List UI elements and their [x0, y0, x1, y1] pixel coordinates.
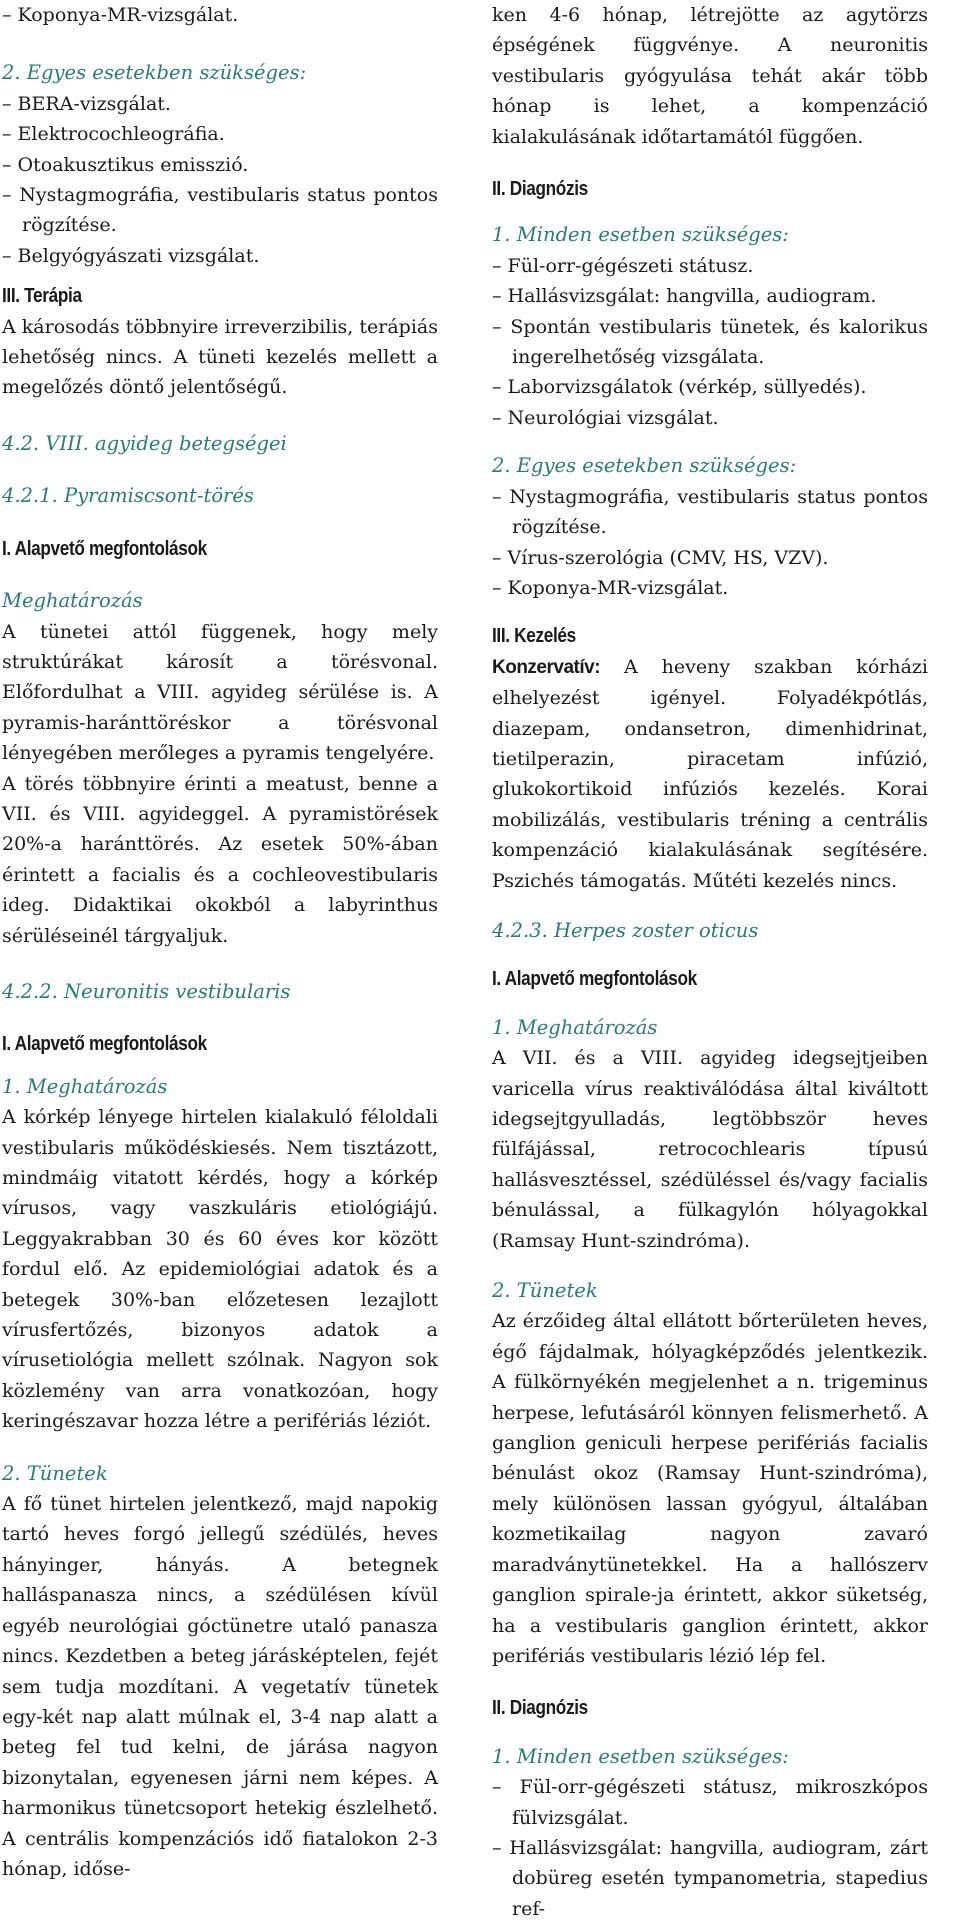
subheading-tunetek-1: 2. Tünetek	[2, 1461, 108, 1485]
list-item: – Fül-orr-gégészeti státusz, mikroszkópos fülvizsgálat.	[492, 1776, 928, 1829]
list-item: – Koponya-MR-vizsgálat.	[492, 576, 729, 599]
section-heading-diagnozis-2: II. Diagnózis	[492, 1697, 588, 1720]
list-item: – Hallásvizsgálat: hangvilla, audiogram.	[492, 285, 877, 308]
kezeles-label: Konzervatív:	[492, 656, 601, 678]
chapter-heading-4-2-3: 4.2.3. Herpes zoster oticus	[492, 918, 759, 942]
list-item: – Elektrocochleográfia.	[2, 123, 225, 146]
chapter-heading-4-2-1: 4.2.1. Pyramiscsont-törés	[2, 484, 254, 508]
section-heading-kezeles: III. Kezelés	[492, 625, 576, 648]
list-item: – Neurológiai vizsgálat.	[492, 406, 719, 429]
list-item: – Nystagmográfia, vestibularis status pontos rögzítése.	[2, 184, 438, 237]
list-item: – Nystagmográfia, vestibularis status pontos rögzítése.	[492, 485, 928, 539]
subheading-tunetek-2: 2. Tünetek	[492, 1279, 598, 1303]
kezeles-text: A heveny szakban kórházi elhelyezést igényel. Folyadékpótlás, diazepam, ondansetron, dimenhidrinat, tietilperazin, piracetam infúzió, glukokortikoid infúziós kezelés. Korai mobilizálás, vestibularis tréning a centrális kompenzáció kialakulásának segítésére. Pszichés támogatás. Műtéti kezelés nincs.	[492, 655, 928, 892]
subheading-minden-esetben-1: 1. Minden esetben szükséges:	[492, 223, 789, 247]
left-column	[2, 0, 438, 1884]
section-heading-alapveto-2: I. Alapvető megfontolások	[2, 1033, 207, 1056]
section-heading-terapia: III. Terápia	[2, 285, 82, 308]
list-item: – Spontán vestibularis tünetek, és kalorikus ingerelhetőség vizsgálata.	[492, 315, 928, 369]
paragraph-kezeles	[492, 652, 928, 896]
paragraph-meghatarozas-3: A VII. és a VIII. agyideg idegsejtjeiben varicella vírus reaktiválódása által kiváltott idegsejtgyulladás, legtöbbször heves fülfájással, retrocochlearis típusú hallásvesztéssel, szédüléssel és/vagy facialis bénulással, a fülkagylón hólyagokkal (Ramsay Hunt-szindróma).	[492, 1047, 928, 1252]
list-item: – Laborvizsgálatok (vérkép, süllyedés).	[492, 376, 867, 399]
chapter-heading-4-2-2: 4.2.2. Neuronitis vestibularis	[2, 979, 291, 1003]
paragraph-tunetek-1: A fő tünet hirtelen jelentkező, majd napokig tartó heves forgó jellegű szédülés, heves hányinger, hányás. A betegnek halláspanasza nincs, a szédülésen kívül egyéb neurológiai góctünetre utaló panasza nincs. Kezdetben a beteg járásképtelen, fejét sem tudja mozdítani. A vegetatív tünetek egy-két nap alatt múlnak el, 3-4 nap alatt a beteg fel tud kelni, de járása nagyon bizonytalan, egyenesen járni nem képes. A harmonikus tünetcsoport hetekig észlelhető. A centrális kompenzációs idő fiatalokon 2-3 hónap, időse-	[2, 1493, 438, 1880]
subheading-minden-esetben-2: 1. Minden esetben szükséges:	[492, 1744, 789, 1768]
paragraph-continued: ken 4-6 hónap, létrejötte az agytörzs épségének függvénye. A neuronitis vestibularis gyógyulása tehát akár több hónap is lehet, a kompenzáció kialakulásának időtartamától függően.	[492, 4, 928, 148]
subheading-meghatarozas-3: 1. Meghatározás	[492, 1015, 658, 1039]
section-heading-alapveto-3: I. Alapvető megfontolások	[492, 968, 697, 991]
paragraph-meghatarozas-2: A kórkép lényege hirtelen kialakuló féloldali vestibularis működéskiesés. Nem tisztázott, mindmáig vitatott kérdés, hogy a kórkép vírusos, vagy vaszkuláris etiológiájú. Leggyakrabban 30 és 60 éves kor között fordul elő. Az epidemiológiai adatok és a betegek 30%-ban előzetesen lezajlott vírusfertőzés, bizonyos adatok a vírusetiológia mellett szólnak. Nagyon sok közlemény van arra vonatkozóan, hogy keringészavar hozza létre a perifériás léziót.	[2, 1106, 438, 1433]
paragraph-meghatarozas-1a: A tünetei attól függenek, hogy mely struktúrákat károsít a törésvonal. Előfordulhat a VIII. agyideg sérülése is. A pyramis-haránttöréskor a törésvonal lényegében merőleges a pyramis tengelyére.	[2, 620, 438, 765]
list-item: – Koponya-MR-vizsgálat.	[2, 4, 239, 26]
paragraph-tunetek-2: Az érzőideg által ellátott bőrterületen heves, égő fájdalmak, hólyagképződés jelentkezik. A fülkörnyékén megjelenhet a n. trigeminus herpese, lefutásáról könnyen felismerhető. A ganglion geniculi herpese perifériás facialis bénulást okoz (Ramsay Hunt-szindróma), mely különösen lassan gyógyul, általában kozmetikailag nagyon zavaró maradványtünetekkel. Ha a hallószerv ganglion spirale-ja érintett, akkor süketség, ha a vestibularis ganglion érintett, akkor perifériás vestibularis lézió lép fel.	[492, 1310, 928, 1667]
list-item: – Belgyógyászati vizsgálat.	[2, 244, 260, 267]
paragraph-meghatarozas-1b: A törés többnyire érinti a meatust, benne a VII. és VIII. agyideggel. A pyramistörések 20%-a haránttörés. Az esetek 50%-ában érintett a facialis és a cochleovestibularis ideg. Didaktikai okokból a labyrinthus sérüléseinél tárgyaljuk.	[2, 772, 438, 947]
subheading-egyes-esetekben: 2. Egyes esetekben szükséges:	[2, 61, 307, 85]
list-item: – Hallásvizsgálat: hangvilla, audiogram, zárt dobüreg esetén tympanometria, stapedius ref-	[492, 1836, 928, 1920]
subheading-egyes-esetekben-2: 2. Egyes esetekben szükséges:	[492, 454, 797, 478]
right-column	[492, 0, 928, 1924]
list-item: – Vírus-szerológia (CMV, HS, VZV).	[492, 546, 829, 569]
paragraph-terapia: A károsodás többnyire irreverzibilis, terápiás lehetőség nincs. A tüneti kezelés mellett a megelőzés döntő jelentőségű.	[2, 315, 438, 399]
section-heading-diagnozis-1: II. Diagnózis	[492, 178, 588, 201]
subheading-meghatarozas-2: 1. Meghatározás	[2, 1074, 168, 1098]
list-item: – Fül-orr-gégészeti státusz.	[492, 254, 754, 277]
list-item: – Otoakusztikus emisszió.	[2, 153, 249, 176]
section-heading-alapveto-1: I. Alapvető megfontolások	[2, 537, 207, 560]
chapter-heading-4-2: 4.2. VIII. agyideg betegségei	[2, 431, 287, 455]
list-item: – BERA-vizsgálat.	[2, 92, 171, 115]
subheading-meghatarozas-1: Meghatározás	[2, 589, 143, 613]
